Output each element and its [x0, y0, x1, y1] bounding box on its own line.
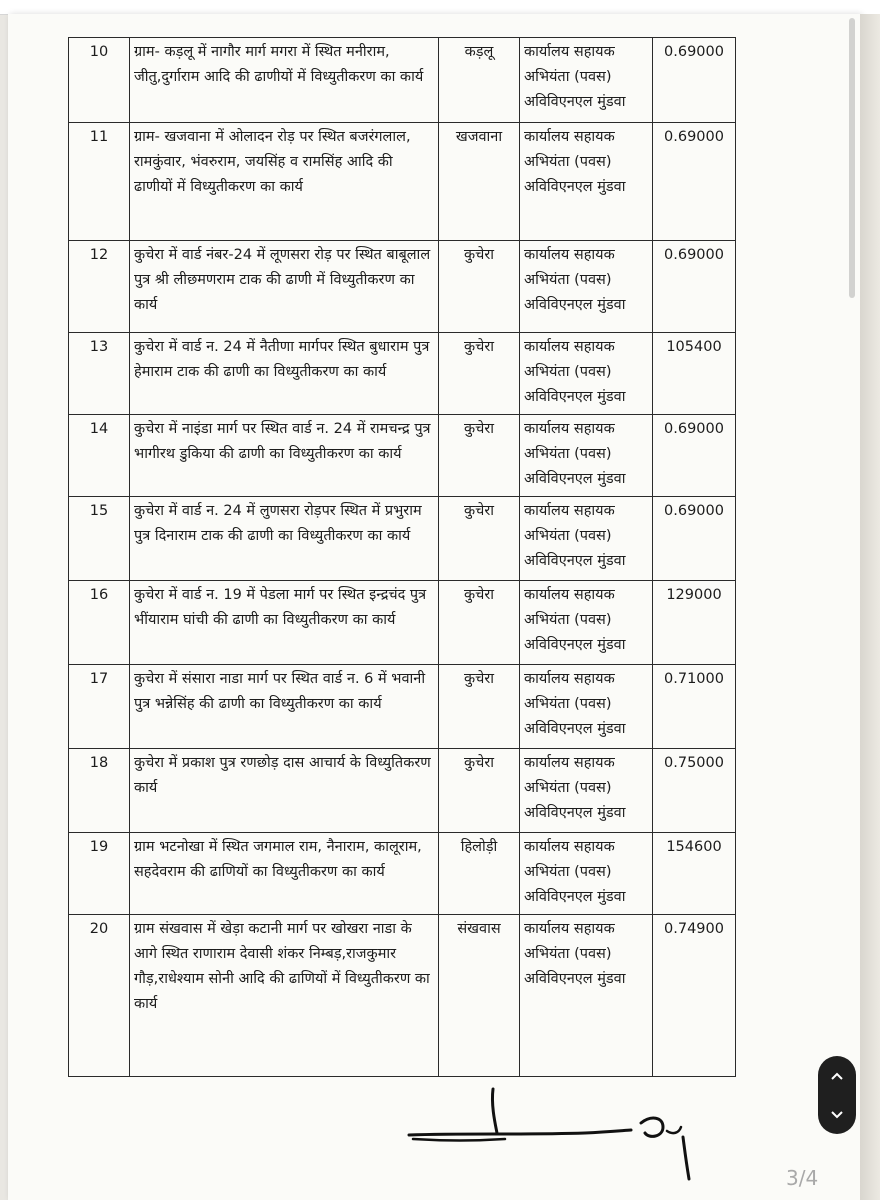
table-row [69, 749, 736, 833]
page-indicator: 3/4 [786, 1166, 819, 1190]
work-description: ग्राम- खजवाना में ओलादन रोड़ पर स्थित बजरंगलाल, रामकुंवार, भंवरुराम, जयसिंह व रामसिंह आदि की ढाणीयों में विध्युतीकरण का कार्य [130, 123, 439, 241]
work-location: कुचेरा [439, 497, 520, 581]
sanctioned-amount: 0.69000 [653, 415, 736, 497]
executing-office: कार्यालय सहायक अभियंता (पवस) अविविएनएल मुंडवा [520, 38, 653, 123]
work-description: कुचेरा में वार्ड न. 24 में नैतीणा मार्गपर स्थित बुधाराम पुत्र हेमाराम टाक की ढाणी का विध्युतीकरण का कार्य [130, 333, 439, 415]
work-location: संखवास [439, 915, 520, 1077]
work-description: ग्राम भटनोखा में स्थित जगमाल राम, नैनाराम, कालूराम, सहदेवराम की ढाणियों का विध्युतीकरण का कार्य [130, 833, 439, 915]
table-row [69, 497, 736, 581]
table-row [69, 915, 736, 1077]
work-description: कुचेरा में संसारा नाडा मार्ग पर स्थित वार्ड न. 6 में भवानी पुत्र भन्नेसिंह की ढाणी का विध्युतीकरण का कार्य [130, 665, 439, 749]
row-number: 11 [69, 123, 130, 241]
table-row [69, 581, 736, 665]
work-location: कुचेरा [439, 333, 520, 415]
previous-page-button[interactable] [818, 1056, 856, 1095]
page-navigation [818, 1056, 856, 1134]
table-row [69, 415, 736, 497]
table-row [69, 123, 736, 241]
work-description: कुचेरा में प्रकाश पुत्र रणछोड़ दास आचार्य के विध्युतिकरण कार्य [130, 749, 439, 833]
work-location: कुचेरा [439, 581, 520, 665]
executing-office: कार्यालय सहायक अभियंता (पवस) अविविएनएल मुंडवा [520, 497, 653, 581]
work-description: कुचेरा में वार्ड न. 19 में पेडला मार्ग पर स्थित इन्द्रचंद पुत्र भींयाराम घांची की ढाणी का विध्युतीकरण का कार्य [130, 581, 439, 665]
work-description: कुचेरा में वार्ड न. 24 में लुणसरा रोड़पर स्थित में प्रभुराम पुत्र दिनाराम टाक की ढाणी का विध्युतीकरण का कार्य [130, 497, 439, 581]
work-location: खजवाना [439, 123, 520, 241]
work-location: कुचेरा [439, 415, 520, 497]
signature [405, 1075, 695, 1185]
row-number: 18 [69, 749, 130, 833]
scrollbar[interactable] [849, 18, 857, 1058]
work-location: हिलोड़ी [439, 833, 520, 915]
works-table [68, 37, 736, 1077]
background-strip [860, 14, 880, 1200]
sanctioned-amount: 0.69000 [653, 497, 736, 581]
sanctioned-amount: 0.71000 [653, 665, 736, 749]
executing-office: कार्यालय सहायक अभियंता (पवस) अविविएनएल मुंडवा [520, 665, 653, 749]
sanctioned-amount: 0.69000 [653, 123, 736, 241]
work-location: कड़लू [439, 38, 520, 123]
sanctioned-amount: 0.69000 [653, 241, 736, 333]
row-number: 17 [69, 665, 130, 749]
next-page-button[interactable] [818, 1095, 856, 1134]
work-location: कुचेरा [439, 749, 520, 833]
work-location: कुचेरा [439, 241, 520, 333]
table-row [69, 241, 736, 333]
executing-office: कार्यालय सहायक अभियंता (पवस) अविविएनएल मुंडवा [520, 833, 653, 915]
table-row [69, 665, 736, 749]
row-number: 14 [69, 415, 130, 497]
sanctioned-amount: 0.69000 [653, 38, 736, 123]
sanctioned-amount: 154600 [653, 833, 736, 915]
row-number: 19 [69, 833, 130, 915]
table-row [69, 38, 736, 123]
executing-office: कार्यालय सहायक अभियंता (पवस) अविविएनएल मुंडवा [520, 123, 653, 241]
scrollbar-thumb[interactable] [849, 18, 855, 298]
executing-office: कार्यालय सहायक अभियंता (पवस) अविविएनएल मुंडवा [520, 749, 653, 833]
row-number: 20 [69, 915, 130, 1077]
viewer-top-bar [0, 0, 880, 15]
sanctioned-amount: 105400 [653, 333, 736, 415]
row-number: 10 [69, 38, 130, 123]
sanctioned-amount: 129000 [653, 581, 736, 665]
work-location: कुचेरा [439, 665, 520, 749]
executing-office: कार्यालय सहायक अभियंता (पवस) अविविएनएल मुंडवा [520, 241, 653, 333]
table-row [69, 833, 736, 915]
sanctioned-amount: 0.75000 [653, 749, 736, 833]
work-description: कुचेरा में नाइंडा मार्ग पर स्थित वार्ड न. 24 में रामचन्द्र पुत्र भागीरथ डुकिया की ढाणी का विध्युतीकरण का कार्य [130, 415, 439, 497]
row-number: 16 [69, 581, 130, 665]
work-description: ग्राम संखवास में खेड़ा कटानी मार्ग पर खोखरा नाडा के आगे स्थित राणाराम देवासी शंकर निम्बड़,राजकुमार गौड़,राधेश्याम सोनी आदि की ढाणियों में विध्युतीकरण का कार्य [130, 915, 439, 1077]
sanctioned-amount: 0.74900 [653, 915, 736, 1077]
chevron-up-icon [830, 1071, 844, 1081]
chevron-down-icon [830, 1110, 844, 1120]
row-number: 15 [69, 497, 130, 581]
row-number: 12 [69, 241, 130, 333]
executing-office: कार्यालय सहायक अभियंता (पवस) अविविएनएल मुंडवा [520, 915, 653, 1077]
work-description: कुचेरा में वार्ड नंबर-24 में लूणसरा रोड़ पर स्थित बाबूलाल पुत्र श्री लीछमणराम टाक की ढाणी में विध्युतीकरण का कार्य [130, 241, 439, 333]
table-row [69, 333, 736, 415]
executing-office: कार्यालय सहायक अभियंता (पवस) अविविएनएल मुंडवा [520, 581, 653, 665]
row-number: 13 [69, 333, 130, 415]
work-description: ग्राम- कड़लू में नागौर मार्ग मगरा में स्थित मनीराम, जीतु,दुर्गाराम आदि की ढाणीयों में विध्युतीकरण का कार्य [130, 38, 439, 123]
executing-office: कार्यालय सहायक अभियंता (पवस) अविविएनएल मुंडवा [520, 415, 653, 497]
executing-office: कार्यालय सहायक अभियंता (पवस) अविविएनएल मुंडवा [520, 333, 653, 415]
